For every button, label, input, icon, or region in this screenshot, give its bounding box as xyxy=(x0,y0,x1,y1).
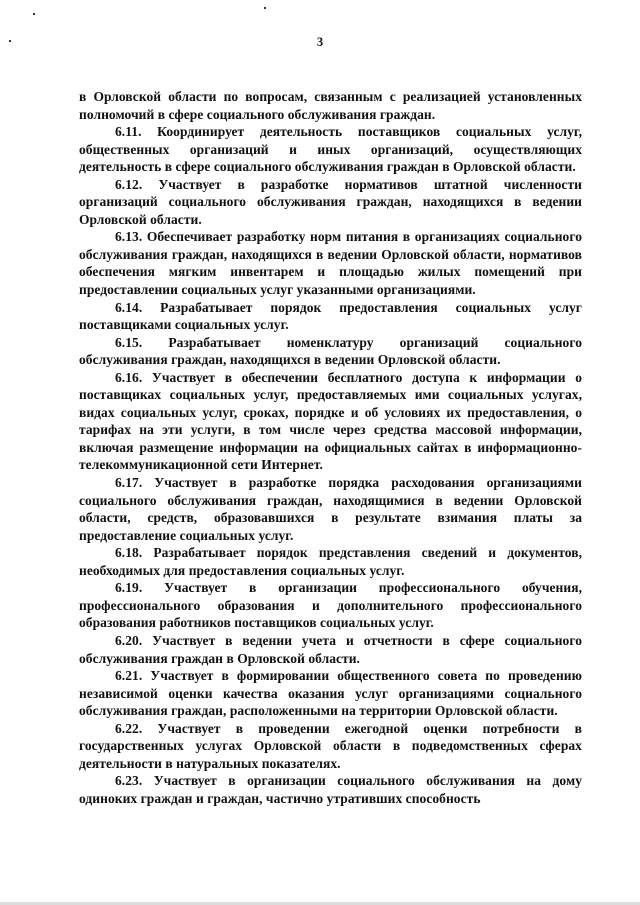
paragraph-6-11: 6.11. Координирует деятельность поставщиков социальных услуг, общественных организаций и иных организаций, осуществляющих деятельность в сфере социального обслуживания граждан в Орловской области. xyxy=(79,124,582,175)
paragraph-6-19: 6.19. Участвует в организации профессионального обучения, профессионального образования и дополнительного профессионального образования работников поставщиков социальных услуг. xyxy=(79,580,582,631)
scan-speck xyxy=(264,7,266,9)
paragraph-6-14: 6.14. Разрабатывает порядок предоставления социальных услуг поставщиками социальных услуг. xyxy=(79,299,582,333)
paragraph-6-15: 6.15. Разрабатывает номенклатуру организаций социального обслуживания граждан, находящихся в ведении Орловской области. xyxy=(79,334,582,368)
page-number: 3 xyxy=(316,35,324,49)
paragraph-6-17: 6.17. Участвует в разработке порядка расходования организациями социального обслуживания граждан, находящимися в ведении Орловской области, средств, образовавшихся в результате взимания платы за предоставление социальных услуг. xyxy=(79,475,582,543)
paragraph-6-23: 6.23. Участвует в организации социального обслуживания на дому одиноких граждан и граждан, частично утративших способность xyxy=(79,773,582,806)
paragraph-6-21: 6.21. Участвует в формировании общественного совета по проведению независимой оценки качества оказания услуг организациями социального обслуживания граждан, расположенными на территории Орловской области. xyxy=(79,668,582,719)
paragraph-6-22: 6.22. Участвует в проведении ежегодной оценки потребности в государственных услугах Орловской области в подведомственных сферах деятельности в натуральных показателях. xyxy=(79,720,582,771)
paragraph-6-16: 6.16. Участвует в обеспечении бесплатного доступа к информации о поставщиках социальных услуг, предоставляемых ими социальных услугах, видах социальных услуг, сроках, порядке и об условиях их предоставления, о тарифах на эти услуги, в том числе через средства массовой информации, включая размещение информации на официальных сайтах в информационно-телекоммуникационной сети Интернет. xyxy=(79,369,582,473)
paragraph-6-20: 6.20. Участвует в ведении учета и отчетности в сфере социального обслуживания граждан в Орловской области. xyxy=(79,632,582,666)
paragraph-6-12: 6.12. Участвует в разработке нормативов штатной численности организаций социального обслуживания граждан, находящихся в ведении Орловской области. xyxy=(79,176,582,227)
paragraph-6-13: 6.13. Обеспечивает разработку норм питания в организациях социального обслуживания граждан, находящихся в ведении Орловской области, нормативов обеспечения мягким инвентарем и площадью жилых помещений при предоставлении социальных услуг указанными организациями. xyxy=(79,229,582,298)
document-body xyxy=(79,88,582,807)
paragraph-continuation: в Орловской области по вопросам, связанным с реализацией установленных полномочий в сфере социального обслуживания граждан. xyxy=(79,89,582,122)
paragraph-6-18: 6.18. Разрабатывает порядок представления сведений и документов, необходимых для предоставления социальных услуг. xyxy=(79,545,582,578)
scan-speck xyxy=(33,13,35,15)
